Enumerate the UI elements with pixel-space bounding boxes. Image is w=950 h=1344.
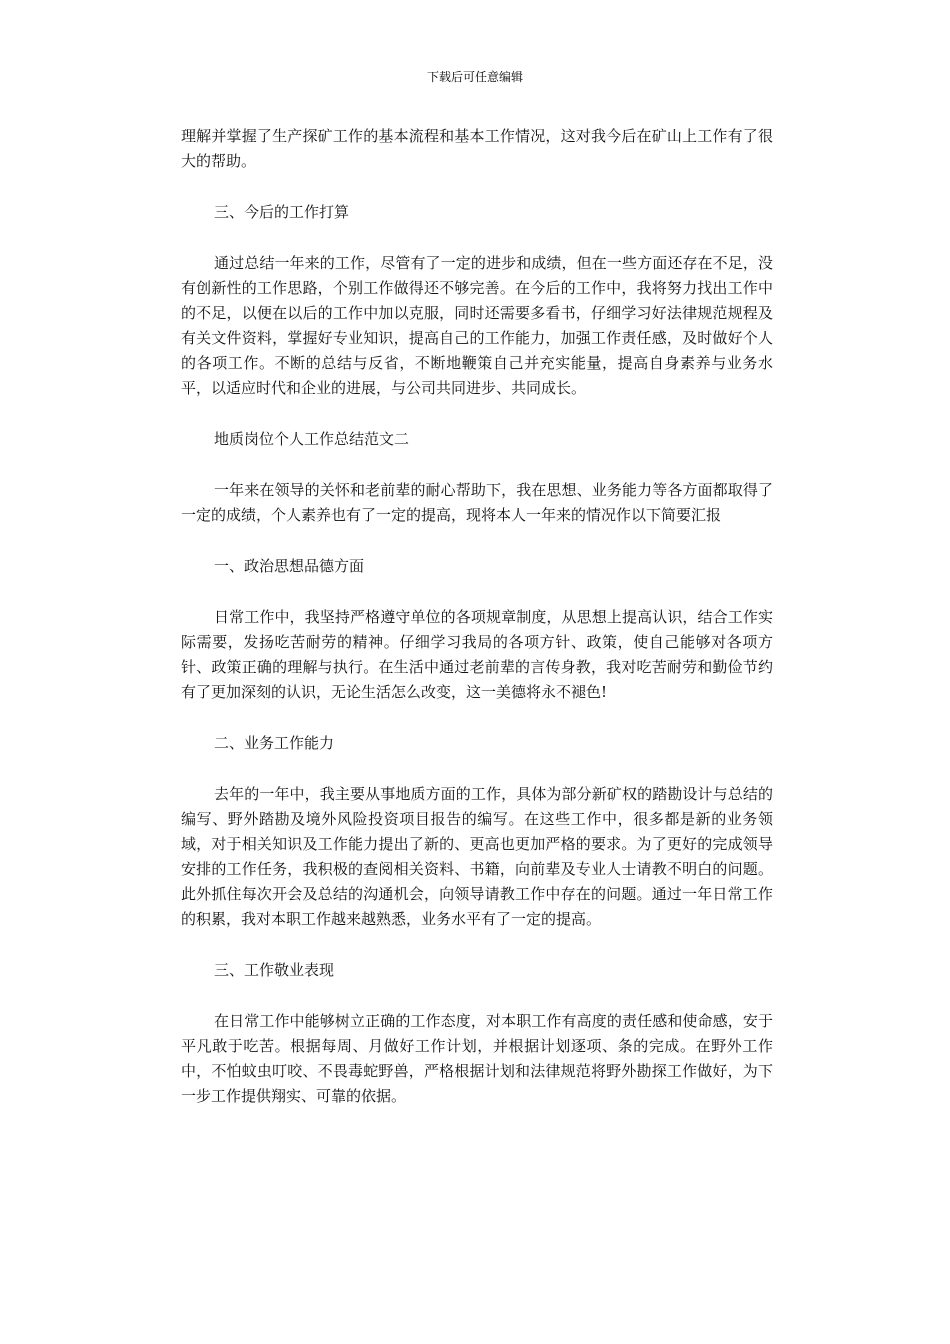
section-heading-dedication: 三、工作敬业表现: [214, 961, 335, 979]
page-header-note: 下载后可任意编辑: [426, 70, 523, 84]
paragraph-future-plans: 通过总结一年来的工作，尽管有了一定的进步和成绩，但在一些方面还存在不足，没有创新性的工作思路，个别工作做得还不够完善。在今后的工作中，我将努力找出工作中的不足，以便在以后的工作中加以克服，同时还需要多看书，仔细学习好法律规范规程及有关文件资料，掌握好专业知识，提高自己的工作能力，加强工作责任感，及时做好个人的各项工作。不断的总结与反省，不断地鞭策自己并充实能量，提高自身素养与业务水平，以适应时代和企业的进展，与公司共同进步、共同成长。: [181, 254, 773, 397]
paragraph-work-ability: 去年的一年中，我主要从事地质方面的工作，具体为部分新矿权的踏勘设计与总结的编写、野外踏勘及境外风险投资项目报告的编写。在这些工作中，很多都是新的业务领域，对于相关知识及工作能力提出了新的、更高也更加严格的要求。为了更好的完成领导安排的工作任务，我积极的查阅相关资料、书籍，向前辈及专业人士请教不明白的问题。此外抓住每次开会及总结的沟通机会，向领导请教工作中存在的问题。通过一年日常工作的积累，我对本职工作越来越熟悉，业务水平有了一定的提高。: [181, 785, 773, 928]
document-body: [181, 124, 773, 1135]
paragraph-continued: 理解并掌握了生产探矿工作的基本流程和基本工作情况，这对我今后在矿山上工作有了很大的帮助。: [181, 127, 773, 170]
article-title-sample-two: 地质岗位个人工作总结范文二: [214, 430, 410, 448]
section-heading-future-plans: 三、今后的工作打算: [214, 203, 350, 221]
paragraph-intro: 一年来在领导的关怀和老前辈的耐心帮助下，我在思想、业务能力等各方面都取得了一定的成绩，个人素养也有了一定的提高，现将本人一年来的情况作以下简要汇报: [181, 481, 773, 524]
section-heading-political-ethics: 一、政治思想品德方面: [214, 557, 365, 575]
section-heading-work-ability: 二、业务工作能力: [214, 734, 335, 752]
paragraph-political-ethics: 日常工作中，我坚持严格遵守单位的各项规章制度，从思想上提高认识，结合工作实际需要，发扬吃苦耐劳的精神。仔细学习我局的各项方针、政策，使自己能够对各项方针、政策正确的理解与执行。在生活中通过老前辈的言传身教，我对吃苦耐劳和勤俭节约有了更加深刻的认识，无论生活怎么改变，这一美德将永不褪色!: [181, 608, 773, 701]
paragraph-dedication: 在日常工作中能够树立正确的工作态度，对本职工作有高度的责任感和使命感，安于平凡敢于吃苦。根据每周、月做好工作计划，并根据计划逐项、条的完成。在野外工作中，不怕蚊虫叮咬、不畏毒蛇野兽，严格根据计划和法律规范将野外勘探工作做好，为下一步工作提供翔实、可靠的依据。: [181, 1012, 773, 1105]
